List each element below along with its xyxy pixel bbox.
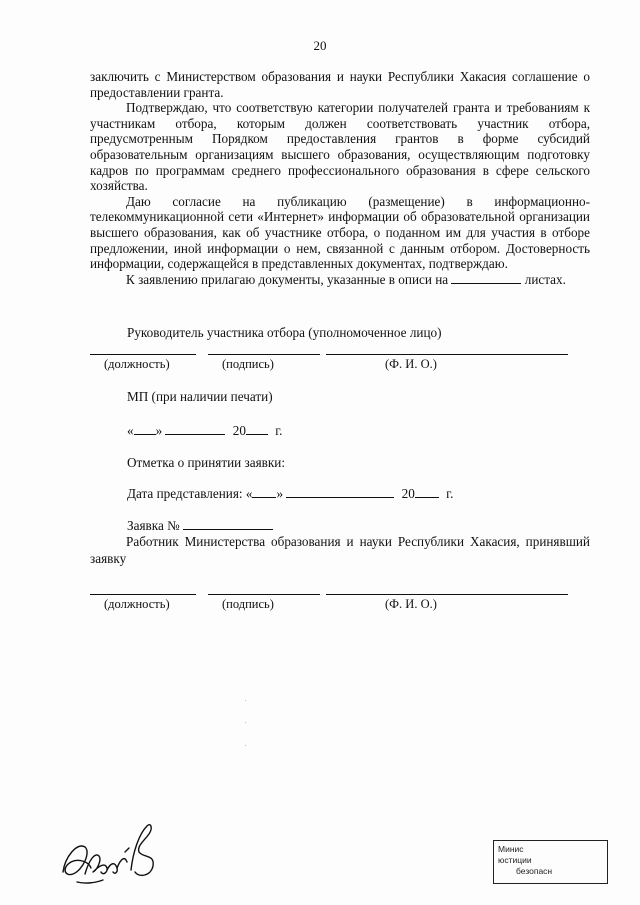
signature-line-1[interactable] xyxy=(208,354,320,355)
date-line-2 xyxy=(127,486,453,502)
year-prefix-1: 20 xyxy=(232,423,246,438)
application-number-line xyxy=(127,518,273,534)
attachments-text: К заявлению прилагаю документы, указанные в описи на xyxy=(126,271,449,287)
handwritten-signature xyxy=(55,812,170,892)
paragraph-attachments xyxy=(90,272,590,288)
document-body xyxy=(90,69,590,287)
year-suffix-2: г. xyxy=(446,486,454,501)
position-caption-1: (должность) xyxy=(104,357,170,371)
fio-caption-2: (Ф. И. О.) xyxy=(385,597,437,611)
fio-line-1[interactable] xyxy=(326,354,568,355)
signature-line-2[interactable] xyxy=(208,594,320,595)
paragraph-consent: Даю согласие на публикацию (размещение) в информационно-телекоммуникационной сети «Интернет» информации об образовательной организации высшего образования, как об участнике отбора, о поданном им для участия в отборе предложении, иной информации о нем, связанной с данным отбором. Достоверность информации, содержащейся в представленных документах, подтверждаю. xyxy=(90,193,590,272)
date-line-1 xyxy=(127,423,282,439)
position-line-2[interactable] xyxy=(90,594,196,595)
day-blank-2[interactable] xyxy=(252,486,276,498)
page-number: 20 xyxy=(313,38,327,53)
application-number-blank[interactable] xyxy=(183,518,273,530)
signature-caption-1: (подпись) xyxy=(222,357,274,371)
fio-caption-1: (Ф. И. О.) xyxy=(385,357,437,371)
acceptance-label: Отметка о принятии заявки: xyxy=(127,455,285,470)
stamp-line-3: безопасн xyxy=(516,866,553,876)
employee-text: Работник Министерства образования и науки Республики Хакасия, принявший заявку xyxy=(90,534,590,566)
sheet-count-blank[interactable] xyxy=(451,272,521,284)
day-blank-1[interactable] xyxy=(134,423,156,435)
paragraph-agreement: заключить с Министерством образования и науки Республики Хакасия соглашение о предоставлении гранта. xyxy=(90,69,590,100)
date1-close-quote: » xyxy=(155,423,163,438)
month-blank-1[interactable] xyxy=(165,423,225,435)
month-blank-2[interactable] xyxy=(286,486,394,498)
fio-line-2[interactable] xyxy=(326,594,568,595)
stamp-place-label: МП (при наличии печати) xyxy=(127,389,273,404)
year-blank-1[interactable] xyxy=(246,423,268,435)
date2-label: Дата представления: « xyxy=(127,486,253,501)
head-label: Руководитель участника отбора (уполномоченное лицо) xyxy=(127,325,442,340)
paragraph-confirmation: Подтверждаю, что соответствую категории получателей гранта и требованиям к участникам отбора, которым должен соответствовать участник отбора, предусмотренным Порядком предоставления грантов в форме субсидий образовательным организациям высшего образования, осуществляющим подготовку кадров по программам среднего профессионального образования в сфере сельского хозяйства. xyxy=(90,100,590,194)
position-caption-2: (должность) xyxy=(104,597,170,611)
year-prefix-2: 20 xyxy=(401,486,415,501)
signature-caption-2: (подпись) xyxy=(222,597,274,611)
attachments-suffix: листах. xyxy=(524,271,566,287)
year-suffix-1: г. xyxy=(275,423,283,438)
stamp-line-1: Минис xyxy=(498,844,524,854)
date1-open-quote: « xyxy=(127,423,134,438)
year-blank-2[interactable] xyxy=(415,486,439,498)
position-line-1[interactable] xyxy=(90,354,196,355)
application-label: Заявка № xyxy=(127,518,180,533)
date2-close-quote: » xyxy=(276,486,284,501)
stamp-line-2: юстиции xyxy=(498,855,532,865)
registration-stamp xyxy=(493,840,608,884)
